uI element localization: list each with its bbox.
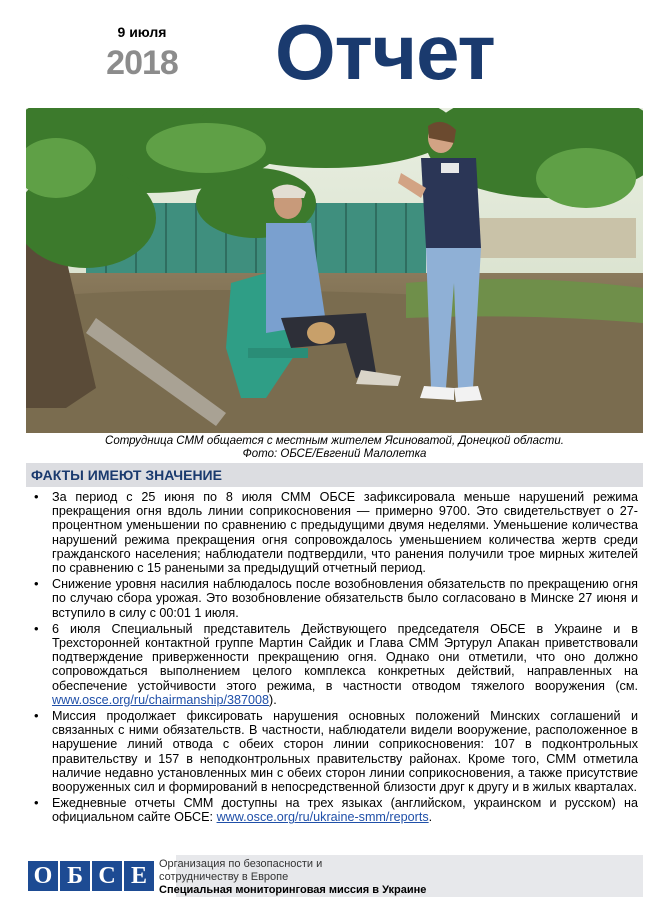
photo-caption — [26, 435, 643, 461]
report-header — [0, 0, 645, 108]
caption-text: Сотрудница СММ общается с местным жителем Ясиноватой, Донецкой области. — [105, 435, 564, 447]
caption-credit: Фото: ОБСЕ/Евгений Малолетка — [242, 448, 427, 460]
facts-list — [26, 490, 638, 827]
logo-letter: Б — [60, 861, 90, 891]
chairmanship-link[interactable]: www.osce.org/ru/chairmanship/387008 — [52, 692, 270, 707]
section-title: ФАКТЫ ИМЕЮТ ЗНАЧЕНИЕ — [31, 467, 222, 483]
fact-text: Снижение уровня насилия наблюдалось после возобновления обязательств по прекращению огня по случаю сбора урожая. Это возобновление обязательств было согласовано в Минске 27 июня и вступило в силу с 00:01 1 июля. — [52, 577, 638, 620]
report-date-year: 2018 — [106, 44, 178, 82]
logo-letter: Е — [124, 861, 154, 891]
fact-item — [26, 622, 638, 707]
fact-item — [26, 796, 638, 824]
footer — [26, 855, 643, 897]
fact-item — [26, 709, 638, 794]
osce-logo — [26, 855, 176, 897]
reports-link[interactable]: www.osce.org/ru/ukraine-smm/reports — [216, 810, 429, 825]
fact-text: Ежедневные отчеты СММ доступны на трех языках (английском, украинском и русском) на официальном сайте ОБСЕ: — [52, 796, 638, 825]
org-name-line2: сотрудничеству в Европе — [159, 871, 289, 883]
photo-illustration — [26, 108, 643, 433]
fact-item — [26, 577, 638, 620]
main-photo — [26, 108, 643, 433]
fact-text: За период с 25 июня по 8 июля СММ ОБСЕ зафиксировала меньше нарушений режима прекращения огня вдоль линии соприкосновения — примерно 9700. Это свидетельствует о 27-процентном уменьшении по сравнению с предыдущими двумя неделями. Уменьшение количества нарушений режима прекращения огня сопровождалось уменьшением количества жертв среди гражданского населения; наблюдатели подтвердили, что ранения получили трое мирных жителей по сравнению с 15 ранеными за предыдущий отчетный период. — [52, 490, 638, 576]
logo-letter: С — [92, 861, 122, 891]
report-title: Отчет — [275, 8, 495, 96]
fact-text: Миссия продолжает фиксировать нарушения основных положений Минских соглашений и связанных с ними обязательств. В частности, наблюдатели видели вооружение, расположенное в нарушение линий отвода с обеих сторон линии соприкосновения: 107 в подконтрольных правительству и 157 в неподконтрольных правительству районах. Кроме того, СММ отметила наличие недавно установленных мин с обеих сторон линии соприкосновения, а также присутствие вооруженных сил и формирований в непосредственной близости друг к другу и в жилых кварталах. — [52, 709, 638, 795]
report-date-day: 9 июля — [117, 24, 167, 40]
org-name-line1: Организация по безопасности и — [159, 858, 323, 870]
fact-text-end: . — [428, 810, 433, 825]
mission-name: Специальная мониторинговая миссия в Украине — [159, 884, 427, 896]
fact-text: 6 июля Специальный представитель Действующего председателя ОБСЕ в Украине и в Трехсторонней контактной группе Мартин Сайдик и Глава СММ Эртурул Апакан приветствовали подтверждение приверженности прекращению огня. Однако они отметили, что оно должно сопровождаться выполнением целого комплекса конкретных действий, направленных на обеспечение устойчивости этого режима, в частности отводом тяжелого вооружения (см. — [52, 621, 638, 693]
logo-letter: О — [28, 861, 58, 891]
fact-text-end: ). — [269, 692, 277, 707]
section-header — [26, 463, 643, 487]
fact-item — [26, 490, 638, 575]
